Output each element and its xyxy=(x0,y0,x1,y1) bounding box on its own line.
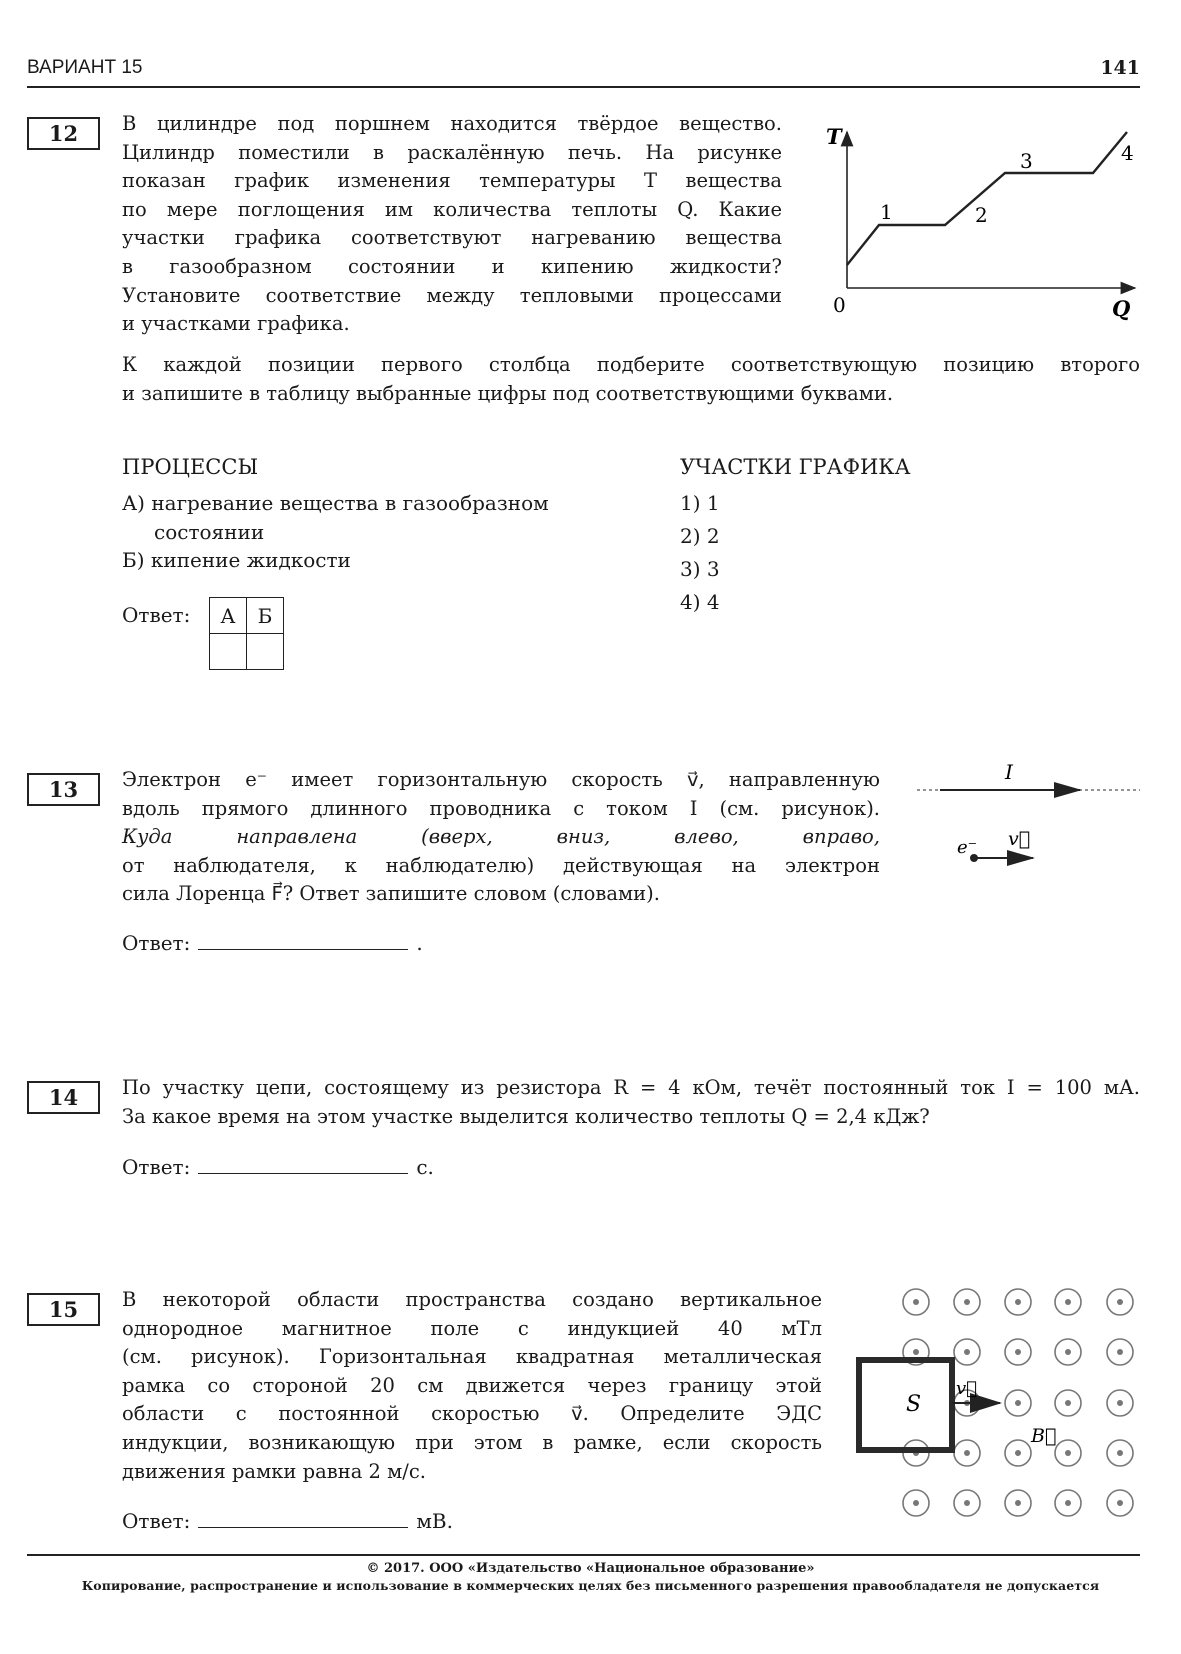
processes-header: ПРОЦЕССЫ xyxy=(122,455,259,479)
q14-text xyxy=(122,1074,1140,1131)
field-out-of-page-icon xyxy=(1055,1490,1081,1516)
field-out-of-page-icon xyxy=(903,1289,929,1315)
answer-label: Ответ: xyxy=(122,603,191,627)
field-out-of-page-icon xyxy=(1107,1390,1133,1416)
process-b xyxy=(122,546,351,574)
temperature-curve xyxy=(847,132,1127,265)
field-out-of-page-icon xyxy=(954,1289,980,1315)
q12-answer-table xyxy=(209,597,284,670)
answer-label: Ответ: xyxy=(122,1509,191,1533)
option-4: 4) 4 xyxy=(680,590,720,614)
text-line: Электрон e⁻ имеет горизонтальную скорость v⃗, направленную xyxy=(122,768,880,791)
segment-label-2: 2 xyxy=(975,203,988,227)
footer-notice: Копирование, распространение и использование в коммерческих целях без письменного разрешения правообладателя не допускается xyxy=(81,1578,1100,1593)
q13-answer-line xyxy=(122,929,423,957)
text-line: сила Лоренца F⃗? Ответ запишите словом (словами). xyxy=(122,882,660,906)
text-line: В цилиндре под поршнем находится твёрдое вещество. xyxy=(122,112,782,135)
answer-cell-a[interactable] xyxy=(210,634,247,670)
field-out-of-page-icon xyxy=(1107,1440,1133,1466)
field-out-of-page-icon xyxy=(1107,1339,1133,1365)
process-text: кипение жидкости xyxy=(150,548,351,572)
segment-label-3: 3 xyxy=(1020,149,1033,173)
answer-label: Ответ: xyxy=(122,931,191,955)
process-text: нагревание вещества в газообразном xyxy=(151,491,549,515)
q12-instruction xyxy=(122,351,1140,408)
field-out-of-page-icon xyxy=(1005,1440,1031,1466)
option-3: 3) 3 xyxy=(680,557,720,581)
answer-cell-b[interactable] xyxy=(247,634,284,670)
segment-label-4: 4 xyxy=(1121,141,1134,165)
text-line: движения рамки равна 2 м/с. xyxy=(122,1459,426,1483)
text-line: области с постоянной скоростью v⃗. Определите ЭДС xyxy=(122,1402,822,1426)
area-label: S xyxy=(906,1392,922,1417)
text-line: К каждой позиции первого столбца подберите соответствующую позицию второго xyxy=(122,353,1140,376)
field-out-of-page-icon xyxy=(1005,1339,1031,1365)
text-line: участки графика соответствуют нагреванию вещества xyxy=(122,226,782,250)
process-letter: Б) xyxy=(122,548,145,572)
text-line: индукции, возникающую при этом в рамке, если скорость xyxy=(122,1430,822,1454)
page-number: 141 xyxy=(1100,57,1140,79)
option-1: 1) 1 xyxy=(680,491,720,515)
text-line: в газообразном состоянии и кипению жидкости? xyxy=(122,254,782,278)
velocity-label: v⃗ xyxy=(956,1378,977,1399)
text-line: (см. рисунок). Горизонтальная квадратная металлическая xyxy=(122,1345,822,1369)
answer-blank[interactable] xyxy=(198,929,408,950)
text-line: По участку цепи, состоящему из резистора R = 4 кОм, течёт постоянный ток I = 100 мА. xyxy=(122,1076,1140,1099)
q12-temperature-graph xyxy=(0,0,1181,330)
field-out-of-page-icon xyxy=(954,1440,980,1466)
answer-col-b-header: Б xyxy=(247,598,284,634)
process-text-cont: состоянии xyxy=(154,520,265,544)
field-out-of-page-icon xyxy=(1107,1490,1133,1516)
origin-label: 0 xyxy=(833,293,846,317)
text-line: и участками графика. xyxy=(122,312,350,336)
text-line: рамка со стороной 20 см движется через границу этой xyxy=(122,1373,822,1397)
text-line: Куда направлена (вверх, вниз, влево, вправо, xyxy=(122,825,880,849)
current-label: I xyxy=(1005,760,1013,784)
variant-label: ВАРИАНТ 15 xyxy=(27,57,143,78)
q15-magnetic-field-figure xyxy=(0,1270,1181,1530)
field-out-of-page-icon xyxy=(954,1339,980,1365)
answer-suffix: . xyxy=(416,931,423,955)
field-out-of-page-icon xyxy=(1005,1490,1031,1516)
footer-copyright: © 2017. ООО «Издательство «Национальное образование» xyxy=(366,1561,815,1576)
electron-label: e⁻ xyxy=(957,837,978,858)
field-out-of-page-icon xyxy=(1055,1390,1081,1416)
field-out-of-page-icon xyxy=(1107,1289,1133,1315)
question-number-13: 13 xyxy=(27,773,100,806)
text-line: и запишите в таблицу выбранные цифры под соответствующими буквами. xyxy=(122,381,894,405)
text-line: от наблюдателя, к наблюдателю) действующая на электрон xyxy=(122,853,880,877)
y-axis-label: T xyxy=(826,124,842,149)
text-line: вдоль прямого длинного проводника с током I (см. рисунок). xyxy=(122,796,880,820)
answer-blank[interactable] xyxy=(198,1153,408,1174)
answer-unit: мВ. xyxy=(416,1509,453,1533)
answer-label: Ответ: xyxy=(122,1155,191,1179)
footer-divider xyxy=(27,1554,1140,1556)
text-line: Цилиндр поместили в раскалённую печь. На рисунке xyxy=(122,140,782,164)
question-number-14: 14 xyxy=(27,1081,100,1114)
answer-unit: с. xyxy=(416,1155,434,1179)
answer-blank[interactable] xyxy=(198,1507,408,1528)
q13-wire-figure xyxy=(900,755,1181,875)
text-line: по мере поглощения им количества теплоты Q. Какие xyxy=(122,197,782,221)
q14-answer-line xyxy=(122,1153,434,1181)
graph-segments-header: УЧАСТКИ ГРАФИКА xyxy=(680,455,911,479)
process-a xyxy=(122,489,549,517)
text-line: За какое время на этом участке выделится количество теплоты Q = 2,4 кДж? xyxy=(122,1104,930,1128)
field-out-of-page-icon xyxy=(1005,1390,1031,1416)
question-number-12: 12 xyxy=(27,117,100,150)
field-out-of-page-icon xyxy=(903,1490,929,1516)
field-out-of-page-icon xyxy=(1055,1339,1081,1365)
field-out-of-page-icon xyxy=(1055,1440,1081,1466)
text-line: однородное магнитное поле с индукцией 40 мТл xyxy=(122,1316,822,1340)
answer-col-a-header: А xyxy=(210,598,247,634)
text-line: показан график изменения температуры T вещества xyxy=(122,169,782,193)
field-label: B⃗ xyxy=(1031,1425,1057,1447)
text-line: В некоторой области пространства создано вертикальное xyxy=(122,1288,822,1311)
question-number-15: 15 xyxy=(27,1293,100,1326)
x-axis-label: Q xyxy=(1112,296,1131,321)
process-letter: А) xyxy=(122,491,145,515)
field-out-of-page-icon xyxy=(1005,1289,1031,1315)
q13-text xyxy=(122,766,880,909)
option-2: 2) 2 xyxy=(680,524,720,548)
text-line: Установите соответствие между тепловыми процессами xyxy=(122,283,782,307)
field-out-of-page-icon xyxy=(1055,1289,1081,1315)
velocity-label: v⃗ xyxy=(1008,828,1031,850)
field-out-of-page-icon xyxy=(954,1490,980,1516)
q15-answer-line xyxy=(122,1507,453,1535)
segment-label-1: 1 xyxy=(880,200,893,224)
